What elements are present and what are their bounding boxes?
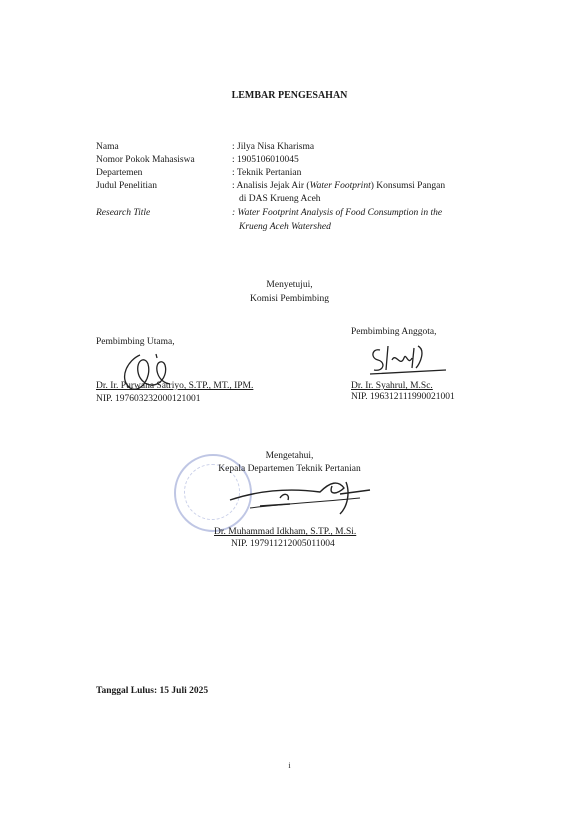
head-of-department-name: Dr. Muhammad Idkham, S.TP., M.Si.	[214, 527, 357, 537]
research-title-value: : Water Footprint Analysis of Food Consumption in the	[232, 208, 443, 218]
name-label: Nama	[96, 142, 119, 152]
page-number: i	[288, 761, 291, 770]
department-value: : Teknik Pertanian	[232, 168, 302, 178]
research-judul-value: : Analisis Jejak Air (Water Footprint) Konsumsi Pangan	[232, 181, 446, 191]
student-number-value: : 1905106010045	[232, 155, 299, 165]
acknowledged-heading: Mengetahui,	[265, 451, 314, 461]
member-supervisor-nip: NIP. 196312111990021001	[351, 392, 455, 402]
head-of-department-nip: NIP. 197911212005011004	[231, 539, 335, 549]
name-value: : Jilya Nisa Kharisma	[232, 142, 315, 152]
member-supervisor-role: Pembimbing Anggota,	[351, 327, 437, 337]
member-supervisor-signature	[366, 340, 456, 380]
approval-committee: Komisi Pembimbing	[250, 294, 329, 304]
main-supervisor-role: Pembimbing Utama,	[96, 337, 175, 347]
page-title: LEMBAR PENGESAHAN	[231, 90, 348, 101]
research-judul-value-line2: di DAS Krueng Aceh	[239, 194, 321, 204]
research-title-value-line2: Krueng Aceh Watershed	[239, 222, 331, 232]
research-judul-label: Judul Penelitian	[96, 181, 157, 191]
approval-heading: Menyetujui,	[266, 280, 313, 290]
graduation-date: Tanggal Lulus: 15 Juli 2025	[96, 686, 209, 696]
member-supervisor-name: Dr. Ir. Syahrul, M.Sc.	[351, 381, 433, 391]
main-supervisor-signature	[110, 350, 190, 400]
department-label: Departemen	[96, 168, 143, 178]
research-title-label: Research Title	[96, 208, 151, 218]
main-supervisor-nip: NIP. 197603232000121001	[96, 394, 201, 404]
head-of-department-signature	[220, 472, 380, 522]
student-number-label: Nomor Pokok Mahasiswa	[96, 155, 195, 165]
acknowledged-position: Kepala Departemen Teknik Pertanian	[218, 464, 361, 474]
main-supervisor-name: Dr. Ir. Purwana Satriyo, S.TP., MT., IPM.	[96, 381, 254, 391]
